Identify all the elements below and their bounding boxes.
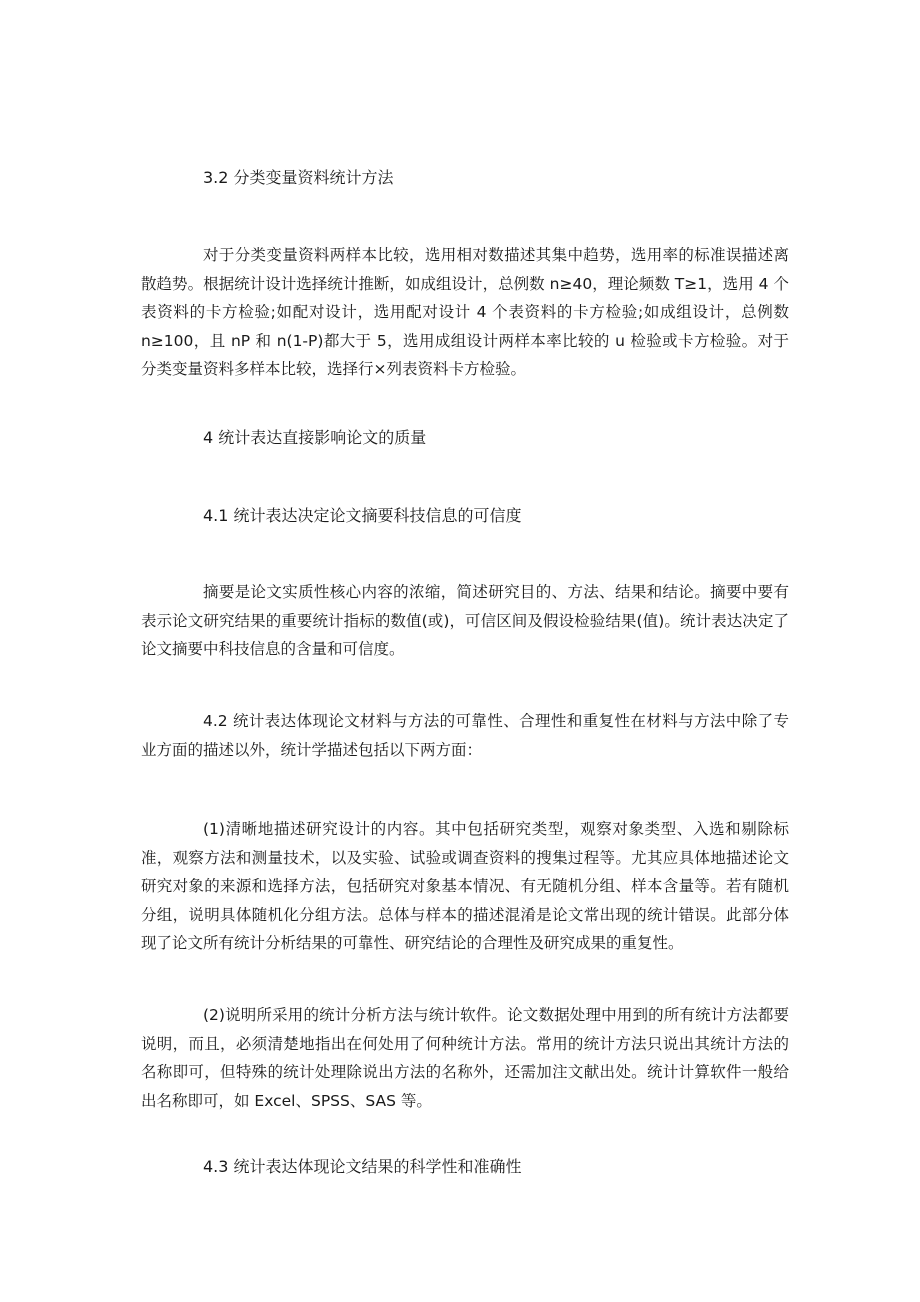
section-heading-4-1: 4.1 统计表达决定论文摘要科技信息的可信度 — [203, 506, 522, 525]
section-heading-3-2: 3.2 分类变量资料统计方法 — [203, 168, 394, 187]
section-heading-4-3: 4.3 统计表达体现论文结果的科学性和准确性 — [203, 1157, 522, 1176]
paragraph-study-design: (1)清晰地描述研究设计的内容。其中包括研究类型，观察对象类型、入选和剔除标准，观察方法和测量技术，以及实验、试验或调查资料的搜集过程等。尤其应具体地描述论文研究对象的来源和选择方法，包括研究对象基本情况、有无随机分组、样本含量等。若有随机分组，说明具体随机化分组方法。总体与样本的描述混淆是论文常出现的统计错误。此部分体现了论文所有统计分析结果的可靠性、研究结论的合理性及研究成果的重复性。 — [141, 820, 789, 952]
paragraph-statistical-software: (2)说明所采用的统计分析方法与统计软件。论文数据处理中用到的所有统计方法都要说明，而且，必须清楚地指出在何处用了何种统计方法。常用的统计方法只说出其统计方法的名称即可，但特殊的统计处理除说出方法的名称外，还需加注文献出处。统计计算软件一般给出名称即可，如 Excel、SPSS、SAS 等。 — [141, 1006, 789, 1110]
paragraph-abstract-credibility: 摘要是论文实质性核心内容的浓缩，简述研究目的、方法、结果和结论。摘要中要有表示论文研究结果的重要统计指标的数值(或)，可信区间及假设检验结果(值)。统计表达决定了论文摘要中科技信息的含量和可信度。 — [141, 583, 789, 658]
paragraph-4-2-methods: 4.2 统计表达体现论文材料与方法的可靠性、合理性和重复性在材料与方法中除了专业方面的描述以外，统计学描述包括以下两方面： — [141, 712, 789, 759]
section-heading-4: 4 统计表达直接影响论文的质量 — [203, 428, 427, 447]
paragraph-categorical-variables: 对于分类变量资料两样本比较，选用相对数描述其集中趋势，选用率的标准误描述离散趋势。根据统计设计选择统计推断，如成组设计，总例数 n≥40，理论频数 T≥1，选用 4 个表资料的卡方检验;如配对设计，选用配对设计 4 个表资料的卡方检验;如成组设计，总例数 n≥100，且 nP 和 n(1-P)都大于 5，选用成组设计两样本率比较的 u 检验或卡方检验。对于分类变量资料多样本比较，选择行×列表资料卡方检验。 — [141, 246, 789, 378]
